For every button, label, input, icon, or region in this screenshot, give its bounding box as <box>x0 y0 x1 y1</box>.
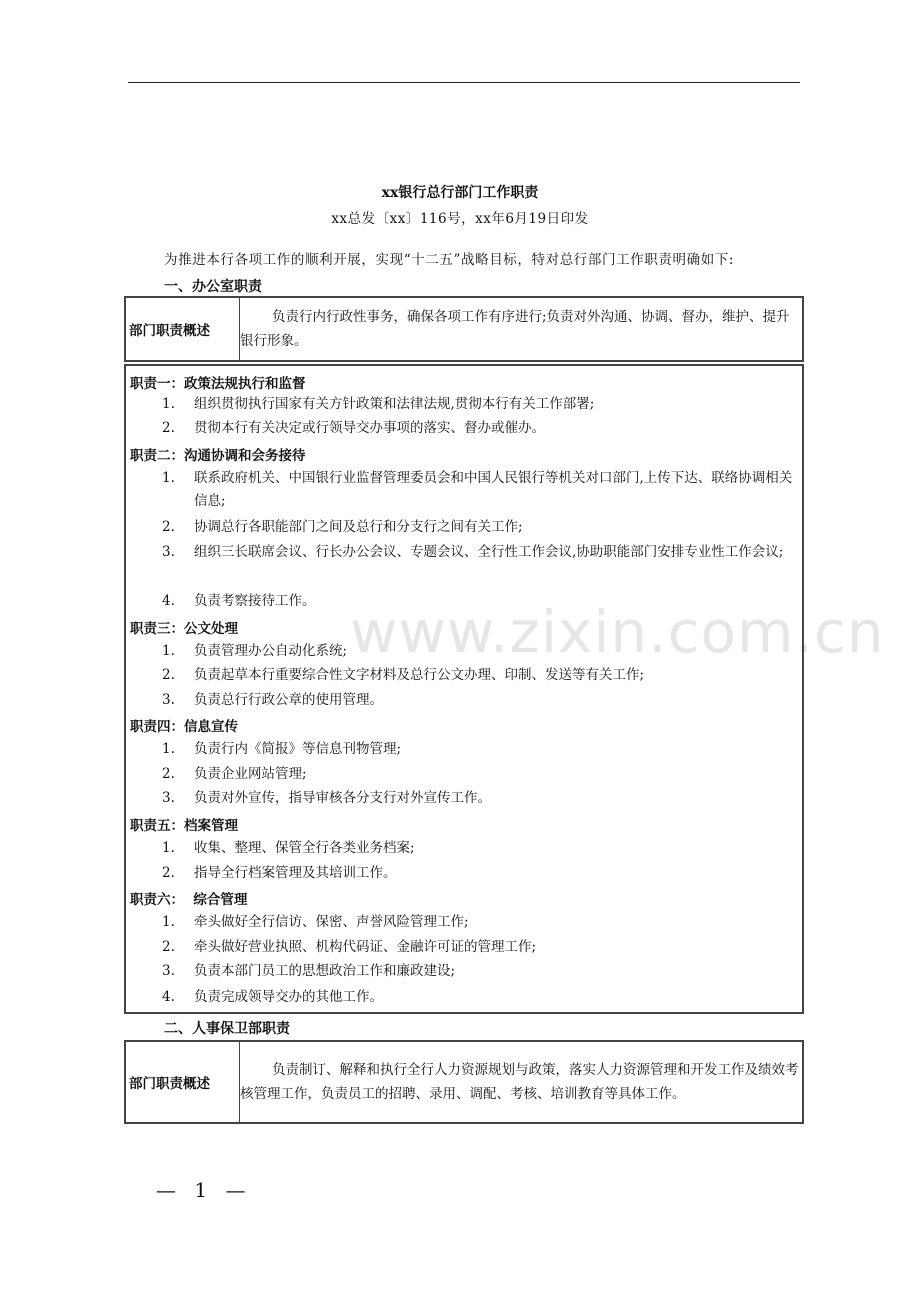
overview-text: 负责行内行政性事务，确保各项工作有序进行;负责对外沟通、协调、督办，维护、提升银行形象。 <box>240 309 790 349</box>
overview-label: 部门职责概述 <box>126 298 240 360</box>
hr-overview-table <box>124 1040 804 1124</box>
section-heading-office: 一、办公室职责 <box>164 279 262 295</box>
duty-heading: 职责三：公文处理 <box>130 621 238 637</box>
overview-text: 负责制订、解释和执行全行人力资源规划与政策，落实人力资源管理和开发工作及绩效考核管理工作，负责员工的招聘、录用、调配、考核、培训教育等具体工作。 <box>240 1062 799 1102</box>
header-rule <box>128 82 800 83</box>
watermark-text: www.zixin.com.cn <box>350 598 885 666</box>
page-number: — 1 — <box>156 1178 252 1202</box>
duty-heading: 职责四：信息宣传 <box>130 719 238 735</box>
duty-heading: 职责二：沟通协调和会务接待 <box>130 448 306 464</box>
document-subtitle: xx总发〔xx〕116号，xx年6月19日印发 <box>331 211 589 227</box>
document-title: xx银行总行部门工作职责 <box>381 185 539 201</box>
section-heading-hr-security: 二、人事保卫部职责 <box>164 1021 290 1037</box>
duty-heading: 职责五：档案管理 <box>130 818 238 834</box>
duty-heading: 职责一：政策法规执行和监督 <box>130 376 306 392</box>
office-duties-table: 职责一：政策法规执行和监督 1. 组织贯彻执行国家有关方针政策和法律法规,贯彻本行有关工作部署; 2. 贯彻本行有关决定或行领导交办事项的落实、督办或催办。 职责二：沟通协调和会务接待 1. 联系政府机关、中国银行业监督管理委员会和中国人民银行等机关对口部门,上传下达、联络协调相关信息; 2. 协调总行各职能部门之间及总行和分支行之间有关工作; 3. 组织三长联席会议、行长办公会议、专题会议、全行性工作会议,协助职能部门安排专业性工作会议; 4. 负责考察接待工作。 职责三：公文处理 1. 负责管理办公自动化系统; 2. 负责起草本行重要综合性文字材料及总行公文办理、印制、发送等有关工作; 3. 负责总行行政公章的使用管理。 职责四：信息宣传 1. 负责行内《简报》等信息刊物管理; 2. 负责企业网站管理; 3. 负责对外宣传，指导审核各分支行对外宣传工作。 职责五：档案管理 1. 收集、整理、保管全行各类业务档案; 2. 指导全行档案管理及其培训工作。 职责六： 综合管理 1. 牵头做好全行信访、保密、声誉风险管理工作; 2. 牵头做好营业执照、机构代码证、金融许可证的管理工作; 3. 负责本部门员工的思想政治工作和廉政建设; 4. 负责完成领导交办的其他工作。 <box>124 364 804 1014</box>
intro-paragraph: 为推进本行各项工作的顺利开展，实现“十二五”战略目标，特对总行部门工作职责明确如下: <box>164 252 735 268</box>
duty-heading: 职责六： 综合管理 <box>130 892 248 908</box>
office-overview-table <box>124 296 804 362</box>
overview-label: 部门职责概述 <box>126 1042 240 1122</box>
